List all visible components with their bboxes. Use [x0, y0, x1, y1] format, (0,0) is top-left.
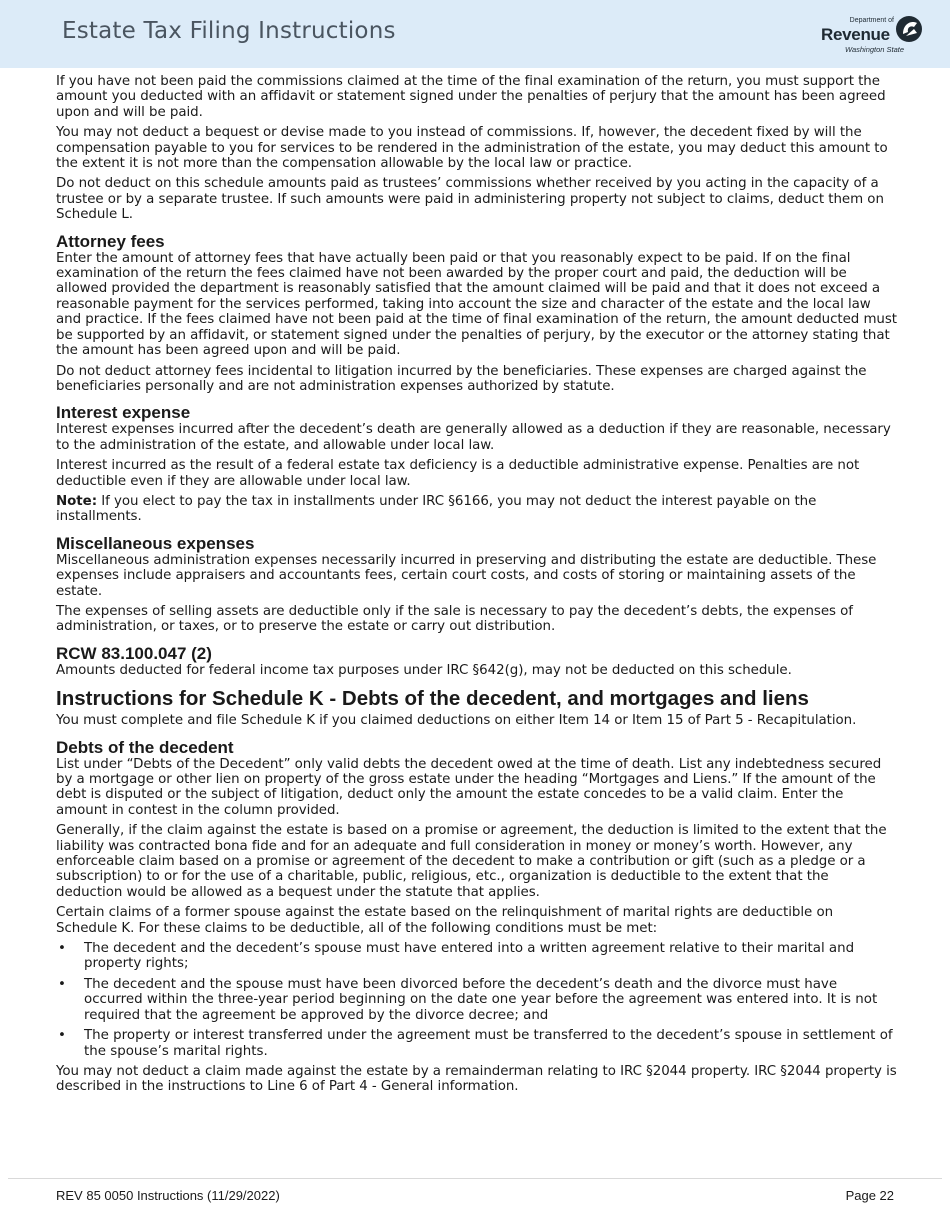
paragraph: The expenses of selling assets are deductible only if the sale is necessary to pay the decedent’s debts, the expenses of administration, or taxes, or to preserve the estate or carry out distribution.: [56, 603, 853, 635]
note-text: If you elect to pay the tax in installments under IRC §6166, you may not deduct the interest payable on the installments.: [56, 493, 817, 525]
section-heading-interest-expense: Interest expense: [56, 403, 191, 423]
logo-state-text: Washington State: [845, 45, 905, 54]
footer-page-number: Page 22: [845, 1188, 894, 1203]
conditions-list: [56, 941, 898, 1059]
dor-logo: [818, 14, 928, 58]
paragraph: Certain claims of a former spouse against the estate based on the relinquishment of marital rights are deductible on Schedule K. For these claims to be deductible, all of the following conditions must be met:: [56, 905, 834, 936]
paragraph: If you have not been paid the commissions claimed at the time of the final examination of the return, you must support the amount you deducted with an affidavit or statement signed under the penalties of perjury that the amount has been agreed upon and will be paid.: [56, 74, 886, 120]
list-item-text: The decedent and the spouse must have been divorced before the decedent’s death and the divorce must have occurred within the three-year period beginning on the date one year before the agreement was entered into. It is not required that the agreement be approved by the divorce decree; and: [84, 976, 878, 1023]
paragraph: Generally, if the claim against the estate is based on a promise or agreement, the deduction is limited to the extent that the liability was contracted bona fide and for an adequate and full consideration in money or money’s worth. However, any enforceable claim based on a promise or agreement of the decedent to make a contribution or gift (such as a pledge or a subscription) to or for the use of a charitable, public, religious, etc., organization is deductible to the extent that the deduction would be allowed as a bequest under the statute that applies.: [56, 823, 887, 900]
paragraph: Enter the amount of attorney fees that have actually been paid or that you reasonably expect to be paid. If on the final examination of the return the fees claimed have not been awarded by the proper court and paid, the deduction will be allowed provided the department is reasonably satisfied that the amount claimed will be paid and that it does not exceed a reasonable payment for the services performed, taking into account the size and character of the estate and the local law and practice. If the fees claimed have not been paid at the time of final examination of the return, the amount deducted must be supported by an affidavit, or statement signed under the penalties of perjury, by the executor or the attorney stating that the amount has been agreed upon and will be paid.: [56, 250, 897, 359]
page-title: Estate Tax Filing Instructions: [62, 18, 396, 44]
section-heading-schedule-k: Instructions for Schedule K - Debts of the decedent, and mortgages and liens: [56, 687, 809, 711]
bullet: •: [58, 1028, 66, 1044]
paragraph: Do not deduct on this schedule amounts paid as trustees’ commissions whether received by you acting in the capacity of a trustee or by a separate trustee. If such amounts were paid in administering property not subject to claims, deduct them on Schedule L.: [56, 176, 884, 223]
logo-department-text: Department of: [849, 17, 894, 24]
section-heading-attorney-fees: Attorney fees: [56, 231, 165, 251]
list-item: [56, 977, 898, 1023]
paragraph: Miscellaneous administration expenses necessarily incurred in preserving and distributing the estate are deductible. These expenses include appraisers and accountants fees, certain court costs, and costs of storing or maintaining assets of the estate.: [56, 552, 877, 599]
section-heading-rcw: RCW 83.100.047 (2): [56, 643, 212, 663]
paragraph: You may not deduct a claim made against the estate by a remainderman relating to IRC §2044 property. IRC §2044 property is described in the instructions to Line 6 of Part 4 - General information.: [56, 1063, 897, 1095]
list-item-text: The property or interest transferred under the agreement must be transferred to the decedent’s spouse in settlement of the spouse’s marital rights.: [84, 1028, 893, 1059]
list-item: [56, 1028, 898, 1059]
list-item-text: The decedent and the decedent’s spouse must have entered into a written agreement relative to their marital and property rights;: [84, 941, 855, 972]
footer-divider: [8, 1178, 942, 1179]
paragraph: Interest incurred as the result of a federal estate tax deficiency is a deductible administrative expense. Penalties are not deductible even if they are allowable under local law.: [56, 458, 860, 489]
section-heading-debts: Debts of the decedent: [56, 737, 234, 757]
list-item: [56, 941, 898, 972]
paragraph: You may not deduct a bequest or devise made to you instead of commissions. If, however, the decedent fixed by will the compensation payable to you for services to be rendered in the administration of the estate, you may deduct this amount to the extent it is not more than the compensation allowable by the local law or practice.: [56, 125, 888, 172]
paragraph: Amounts deducted for federal income tax purposes under IRC §642(g), may not be deducted on this schedule.: [56, 662, 792, 678]
bullet: •: [58, 941, 66, 957]
page-header: [0, 0, 950, 68]
paragraph: Do not deduct attorney fees incidental to litigation incurred by the beneficiaries. These expenses are charged against the beneficiaries personally and are not administration expenses authorized by statute.: [56, 363, 867, 394]
section-heading-miscellaneous: Miscellaneous expenses: [56, 533, 255, 553]
paragraph: Interest expenses incurred after the decedent’s death are generally allowed as a deduction if they are reasonable, necessary to the administration of the estate, and allowable under local law.: [56, 422, 891, 453]
bullet: •: [58, 976, 66, 992]
document-body: [56, 74, 898, 1100]
logo-revenue-text: Revenue: [821, 25, 890, 44]
note-paragraph: [56, 494, 898, 525]
footer-form-id: REV 85 0050 Instructions (11/29/2022): [56, 1188, 280, 1203]
note-label: Note:: [56, 493, 97, 509]
paragraph: List under “Debts of the Decedent” only valid debts the decedent owed at the time of death. List any indebtedness secured by a mortgage or other lien on property of the gross estate under the heading “Mortgages and Liens.” If the amount of the debt is disputed or the subject of litigation, deduct only the amount the estate concedes to be a valid claim. Enter the amount in contest in the column provided.: [56, 756, 882, 818]
paragraph: You must complete and file Schedule K if you claimed deductions on either Item 14 or Item 15 of Part 5 - Recapitulation.: [56, 713, 857, 729]
dor-logo-icon: [894, 14, 924, 44]
